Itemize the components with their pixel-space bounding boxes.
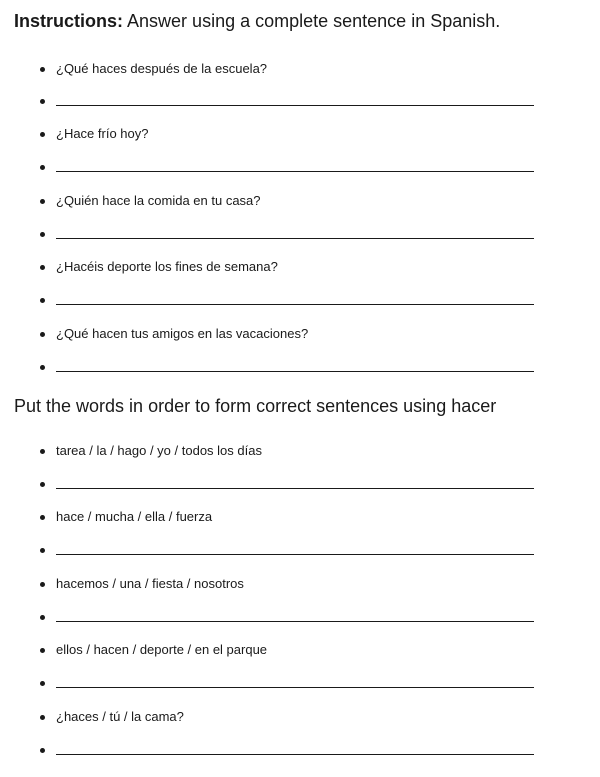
- answer-line: [56, 171, 534, 172]
- bullet-icon: [40, 67, 45, 72]
- answer-line: [56, 238, 534, 239]
- question-text: ¿Qué hacen tus amigos en las vacaciones?: [56, 326, 309, 341]
- instructions-text: Answer using a complete sentence in Spanish.: [127, 11, 501, 31]
- bullet-icon: [40, 165, 45, 170]
- answer-line: [56, 304, 534, 305]
- bullet-icon: [40, 482, 45, 487]
- instructions-label: Instructions:: [14, 11, 124, 31]
- bullet-icon: [40, 365, 45, 370]
- question-text: ¿Quién hace la comida en tu casa?: [56, 193, 261, 208]
- bullet-icon: [40, 298, 45, 303]
- bullet-icon: [40, 748, 45, 753]
- bullet-icon: [40, 199, 45, 204]
- answer-line: [56, 687, 534, 688]
- question-text: ¿Hace frío hoy?: [56, 126, 149, 141]
- bullet-icon: [40, 99, 45, 104]
- bullet-icon: [40, 332, 45, 337]
- answer-line: [56, 621, 534, 622]
- answer-line: [56, 105, 534, 106]
- word-order-text: tarea / la / hago / yo / todos los días: [56, 443, 262, 458]
- section-2-title: Put the words in order to form correct sentences using hacer: [14, 396, 497, 416]
- word-order-text: hacemos / una / fiesta / nosotros: [56, 576, 244, 591]
- word-order-text: ellos / hacen / deporte / en el parque: [56, 642, 268, 657]
- answer-line: [56, 554, 534, 555]
- instructions-heading: [14, 10, 500, 32]
- question-text: ¿Qué haces después de la escuela?: [56, 61, 268, 76]
- answer-line: [56, 371, 534, 372]
- bullet-icon: [40, 449, 45, 454]
- word-order-text: ¿haces / tú / la cama?: [56, 709, 184, 724]
- bullet-icon: [40, 648, 45, 653]
- bullet-icon: [40, 132, 45, 137]
- bullet-icon: [40, 582, 45, 587]
- answer-line: [56, 488, 534, 489]
- question-text: ¿Hacéis deporte los fines de semana?: [56, 259, 278, 274]
- answer-line: [56, 754, 534, 755]
- bullet-icon: [40, 615, 45, 620]
- bullet-icon: [40, 681, 45, 686]
- bullet-icon: [40, 548, 45, 553]
- bullet-icon: [40, 265, 45, 270]
- bullet-icon: [40, 515, 45, 520]
- word-order-text: hace / mucha / ella / fuerza: [56, 509, 213, 524]
- bullet-icon: [40, 232, 45, 237]
- bullet-icon: [40, 715, 45, 720]
